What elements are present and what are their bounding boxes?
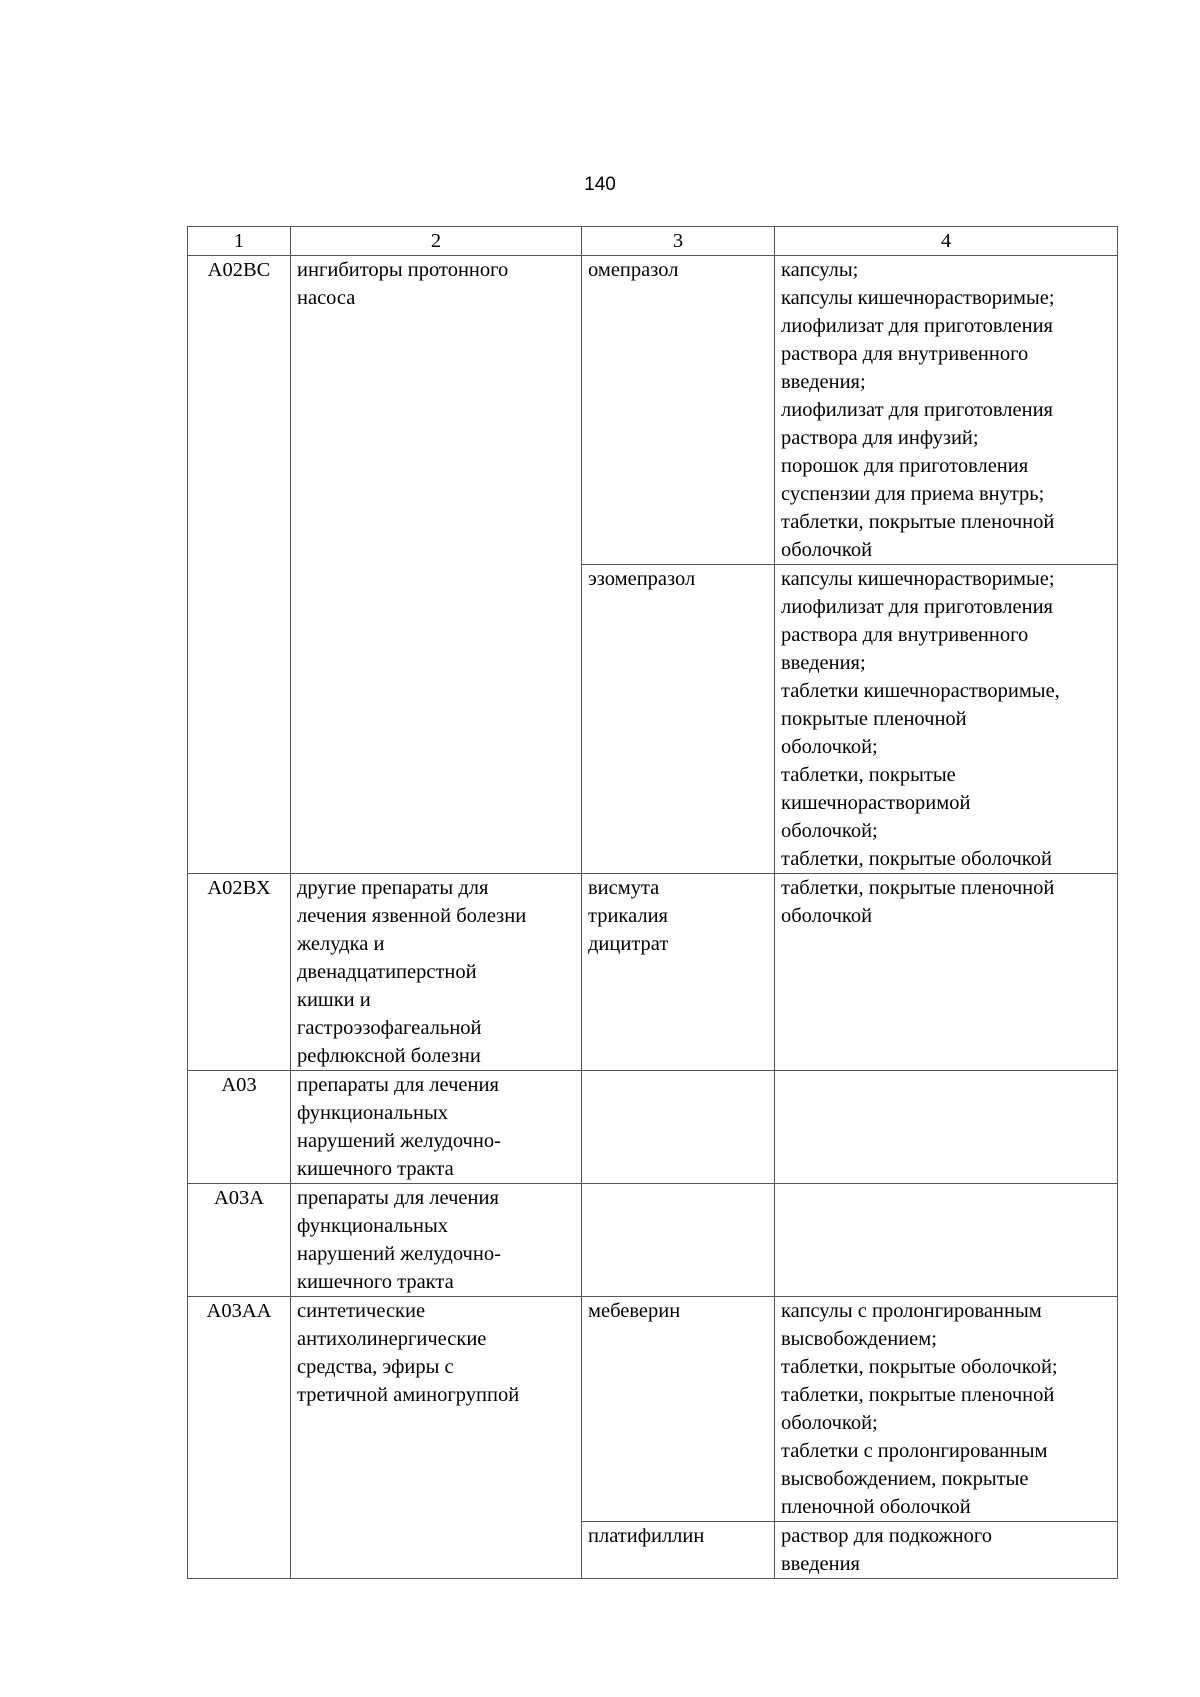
table-row xyxy=(188,1184,1118,1297)
column-header: 3 xyxy=(582,227,775,256)
table-header-row xyxy=(188,227,1118,256)
table-row xyxy=(188,874,1118,1071)
page-number: 140 xyxy=(584,174,616,195)
dosage-forms-cell xyxy=(775,1184,1118,1297)
table-row xyxy=(188,1297,1118,1522)
table-row xyxy=(188,256,1118,565)
group-name-cell: препараты для лечения функциональных нарушений желудочно- кишечного тракта xyxy=(291,1184,582,1297)
group-name-cell: синтетические антихолинергические средства, эфиры с третичной аминогруппой xyxy=(291,1297,582,1579)
dosage-forms-cell xyxy=(775,1071,1118,1184)
group-name-cell: другие препараты для лечения язвенной болезни желудка и двенадцатиперстной кишки и гастроэзофагеальной рефлюксной болезни xyxy=(291,874,582,1071)
dosage-forms-cell: таблетки, покрытые пленочной оболочкой xyxy=(775,874,1118,1071)
atc-code-cell: А02ВХ xyxy=(188,874,291,1071)
column-header: 4 xyxy=(775,227,1118,256)
drug-name-cell: платифиллин xyxy=(582,1522,775,1579)
group-name-cell: препараты для лечения функциональных нарушений желудочно- кишечного тракта xyxy=(291,1071,582,1184)
drug-name-cell: омепразол xyxy=(582,256,775,565)
dosage-forms-cell: капсулы; капсулы кишечнорастворимые; лиофилизат для приготовления раствора для внутривенного введения; лиофилизат для приготовления раствора для инфузий; порошок для приготовления суспензии для приема внутрь; таблетки, покрытые пленочной оболочкой xyxy=(775,256,1118,565)
drug-name-cell: висмута трикалия дицитрат xyxy=(582,874,775,1071)
table-row xyxy=(188,1071,1118,1184)
dosage-forms-cell: капсулы с пролонгированным высвобождением; таблетки, покрытые оболочкой; таблетки, покрытые пленочной оболочкой; таблетки с пролонгированным высвобождением, покрытые пленочной оболочкой xyxy=(775,1297,1118,1522)
atc-code-cell: А03АА xyxy=(188,1297,291,1579)
column-header: 1 xyxy=(188,227,291,256)
drug-table xyxy=(187,226,1118,1579)
atc-code-cell: А03 xyxy=(188,1071,291,1184)
drug-name-cell xyxy=(582,1071,775,1184)
column-header: 2 xyxy=(291,227,582,256)
atc-code-cell: А02ВС xyxy=(188,256,291,874)
drug-name-cell: эзомепразол xyxy=(582,565,775,874)
dosage-forms-cell: раствор для подкожного введения xyxy=(775,1522,1118,1579)
drug-name-cell: мебеверин xyxy=(582,1297,775,1522)
group-name-cell: ингибиторы протонного насоса xyxy=(291,256,582,874)
atc-code-cell: А03А xyxy=(188,1184,291,1297)
drug-name-cell xyxy=(582,1184,775,1297)
dosage-forms-cell: капсулы кишечнорастворимые; лиофилизат для приготовления раствора для внутривенного введения; таблетки кишечнорастворимые, покрытые пленочной оболочкой; таблетки, покрытые кишечнорастворимой оболочкой; таблетки, покрытые оболочкой xyxy=(775,565,1118,874)
